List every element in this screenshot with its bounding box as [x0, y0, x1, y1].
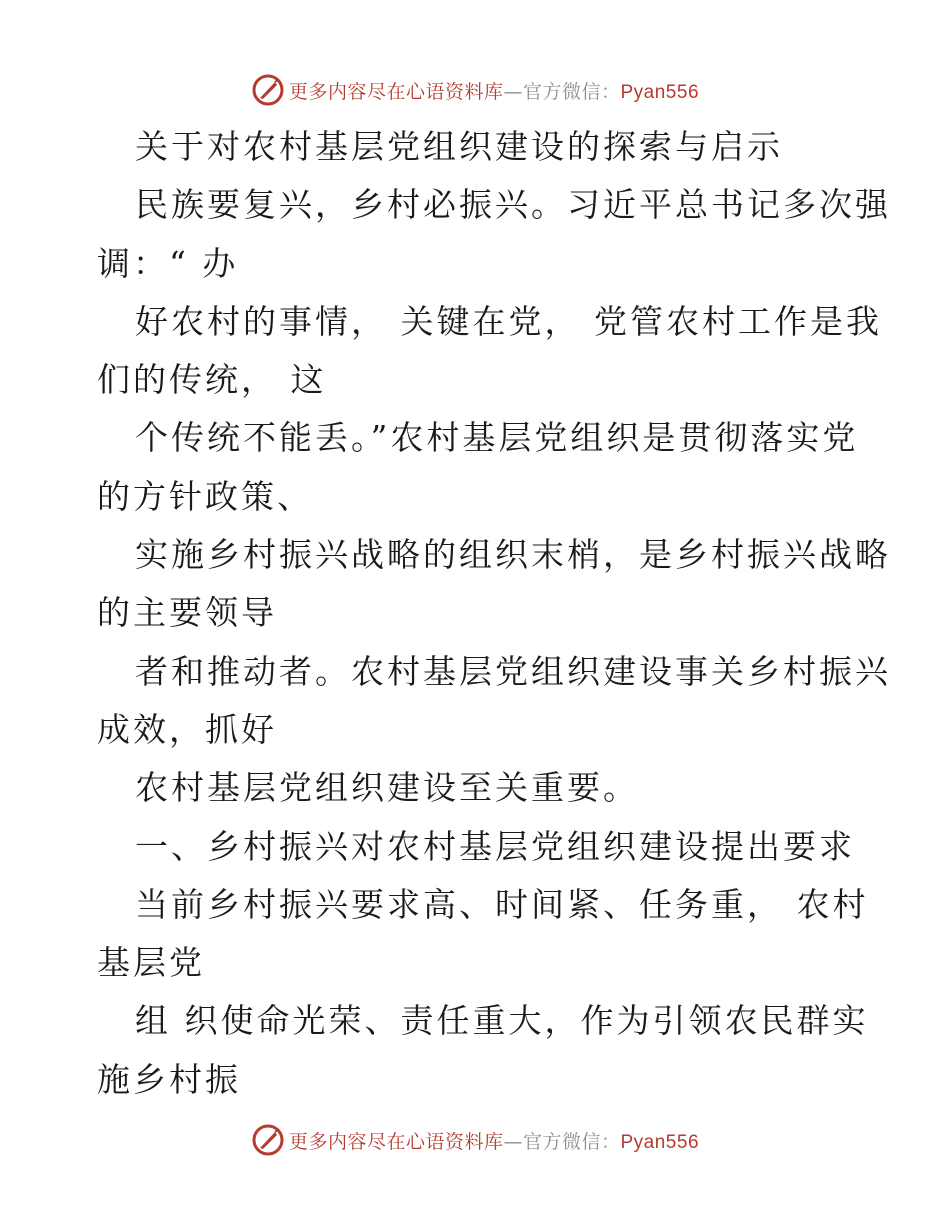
- paragraph-line: 的方针政策、: [97, 476, 313, 516]
- wechat-id: Pyan556: [620, 81, 700, 103]
- paragraph-line: 民族要复兴，乡村必振兴。习近平总书记多次强: [135, 185, 891, 225]
- section-heading: 一、乡村振兴对农村基层党组织建设提出要求: [135, 826, 855, 866]
- document-title: 关于对农村基层党组织建设的探索与启示: [135, 127, 783, 166]
- banner-main-text: 更多内容尽在心语资料库: [288, 80, 504, 103]
- paragraph-line: 组 织使命光荣、责任重大，作为引领农民群实: [135, 1001, 869, 1041]
- paragraph-line: 们的传统， 这: [97, 360, 327, 400]
- feather-pen-logo-icon: [251, 1123, 285, 1157]
- paragraph-line: 的主要领导: [97, 593, 277, 633]
- wechat-label: 官方微信：: [522, 1130, 621, 1153]
- paragraph-line: 基层党: [97, 943, 205, 983]
- paragraph-line: 好农村的事情， 关键在党， 党管农村工作是我: [135, 301, 882, 341]
- paragraph-line: 调：“ 办: [97, 243, 239, 283]
- paragraph-line: 施乡村振: [97, 1059, 241, 1099]
- header-banner: [0, 72, 950, 108]
- paragraph-line: 者和推动者。农村基层党组织建设事关乡村振兴: [135, 651, 891, 691]
- paragraph-line: 农村基层党组织建设至关重要。: [135, 768, 639, 808]
- wechat-label: 官方微信：: [522, 80, 621, 103]
- footer-banner: [0, 1122, 950, 1158]
- banner-text: [289, 77, 699, 104]
- banner-main-text: 更多内容尽在心语资料库: [288, 1130, 504, 1153]
- paragraph-line: 成效，抓好: [97, 709, 277, 749]
- banner-separator: —: [503, 80, 523, 103]
- banner-text: [289, 1127, 699, 1154]
- paragraph-line: 个传统不能丢。”农村基层党组织是贯彻落实党: [135, 418, 859, 458]
- banner-separator: —: [503, 1130, 523, 1153]
- document-body: [97, 118, 891, 1109]
- feather-pen-logo-icon: [251, 73, 285, 107]
- paragraph-line: 当前乡村振兴要求高、时间紧、任务重， 农村: [135, 884, 869, 924]
- wechat-id: Pyan556: [620, 1131, 700, 1153]
- paragraph-line: 实施乡村振兴战略的组织末梢，是乡村振兴战略: [135, 535, 891, 575]
